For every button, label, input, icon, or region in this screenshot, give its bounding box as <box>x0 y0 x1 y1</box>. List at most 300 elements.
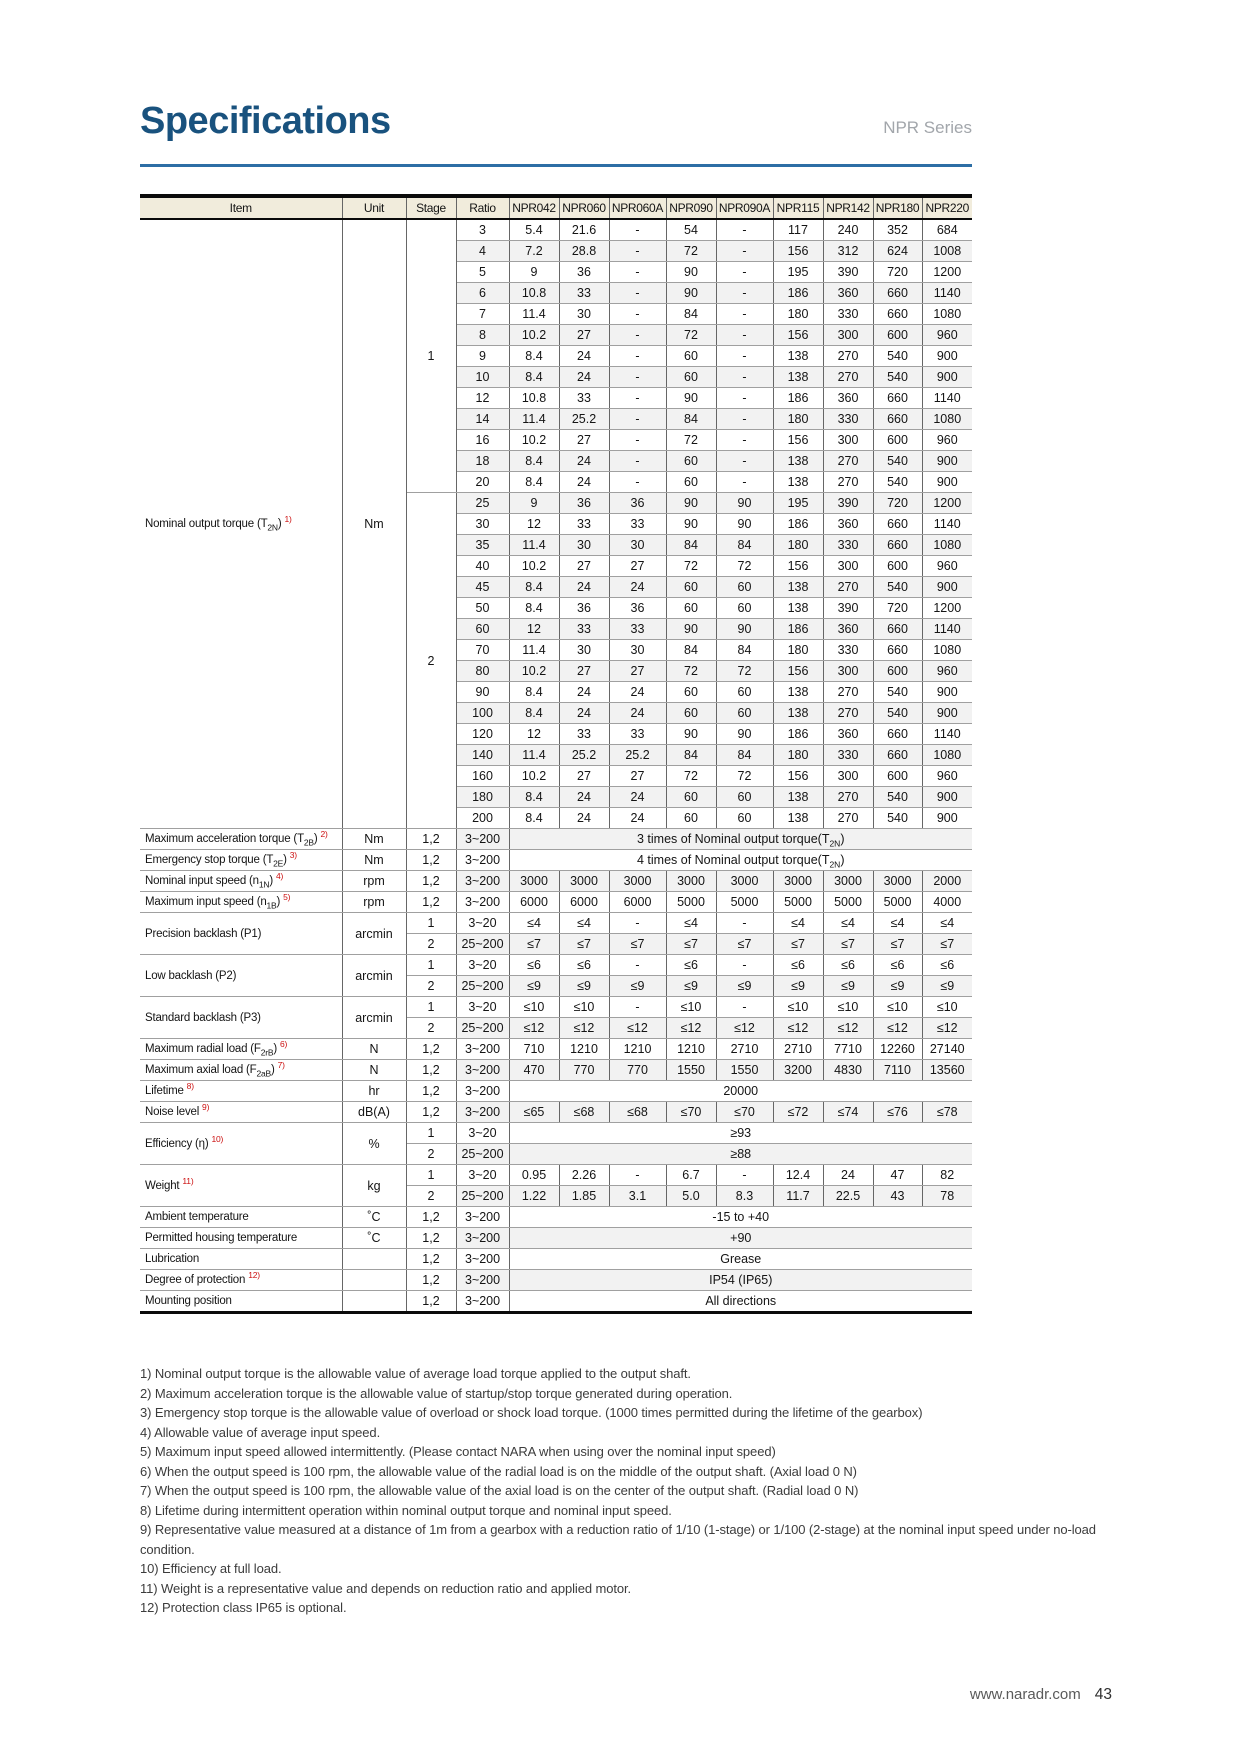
value-cell: 84 <box>666 304 716 325</box>
value-cell: 5000 <box>823 892 873 913</box>
value-cell: 900 <box>922 346 972 367</box>
table-row <box>140 1165 972 1186</box>
footnote: 12) Protection class IP65 is optional. <box>140 1600 347 1615</box>
value-cell: 540 <box>873 682 922 703</box>
stage-cell: 2 <box>406 1018 456 1039</box>
stage-cell: 1,2 <box>406 829 456 850</box>
value-cell: 10.2 <box>509 430 559 451</box>
value-cell: 24 <box>559 703 609 724</box>
ratio-cell: 3~200 <box>456 871 509 892</box>
value-cell: 138 <box>773 367 823 388</box>
value-cell: 90 <box>716 493 773 514</box>
value-cell: 5000 <box>716 892 773 913</box>
ratio-cell: 3~200 <box>456 1207 509 1228</box>
value-cell: 390 <box>823 262 873 283</box>
value-cell: 1080 <box>922 535 972 556</box>
merged-value-cell: Grease <box>509 1249 972 1270</box>
merged-value-cell: IP54 (IP65) <box>509 1270 972 1291</box>
value-cell: 84 <box>716 535 773 556</box>
value-cell: 33 <box>559 283 609 304</box>
value-cell: - <box>609 304 666 325</box>
ratio-cell: 3~20 <box>456 955 509 976</box>
value-cell: - <box>609 219 666 241</box>
column-header: Unit <box>342 196 406 219</box>
value-cell: 8.3 <box>716 1186 773 1207</box>
column-header: Ratio <box>456 196 509 219</box>
value-cell: ≤10 <box>773 997 823 1018</box>
value-cell: 180 <box>773 745 823 766</box>
unit-cell: % <box>342 1123 406 1165</box>
value-cell: 600 <box>873 556 922 577</box>
value-cell: 660 <box>873 388 922 409</box>
title-row <box>140 100 972 143</box>
value-cell: 180 <box>773 304 823 325</box>
value-cell: 960 <box>922 766 972 787</box>
column-header: Item <box>140 196 342 219</box>
value-cell: - <box>609 367 666 388</box>
unit-cell: arcmin <box>342 997 406 1039</box>
ratio-cell: 3~200 <box>456 1228 509 1249</box>
value-cell: 33 <box>609 724 666 745</box>
value-cell: 312 <box>823 241 873 262</box>
ratio-cell: 3~200 <box>456 1039 509 1060</box>
value-cell: 27 <box>609 661 666 682</box>
value-cell: 8.4 <box>509 367 559 388</box>
item-cell: Nominal output torque $(T_{2N})$ $^{1)}$ <box>140 219 342 829</box>
value-cell: - <box>716 451 773 472</box>
value-cell: 600 <box>873 325 922 346</box>
footnote: 11) Weight is a representative value and depends on reduction ratio and applied motor. <box>140 1580 632 1596</box>
value-cell: 82 <box>922 1165 972 1186</box>
value-cell: 6000 <box>509 892 559 913</box>
merged-value-cell: -15 to +40 <box>509 1207 972 1228</box>
column-header: NPR180 <box>873 196 922 219</box>
value-cell: 138 <box>773 451 823 472</box>
value-cell: 72 <box>716 556 773 577</box>
value-cell: 72 <box>716 766 773 787</box>
value-cell: 7.2 <box>509 241 559 262</box>
value-cell: ≤70 <box>716 1102 773 1123</box>
stage-cell: 1 <box>406 1165 456 1186</box>
value-cell: ≤10 <box>823 997 873 1018</box>
value-cell: 90 <box>666 283 716 304</box>
stage-cell: 1 <box>406 1123 456 1144</box>
column-header: NPR090A <box>716 196 773 219</box>
value-cell: 660 <box>873 514 922 535</box>
value-cell: 900 <box>922 787 972 808</box>
value-cell: ≤68 <box>609 1102 666 1123</box>
value-cell: 186 <box>773 283 823 304</box>
ratio-cell: 3~200 <box>456 1291 509 1313</box>
value-cell: 156 <box>773 430 823 451</box>
value-cell: 36 <box>559 262 609 283</box>
value-cell: ≤7 <box>509 934 559 955</box>
value-cell: ≤9 <box>509 976 559 997</box>
ratio-cell: 40 <box>456 556 509 577</box>
value-cell: 660 <box>873 535 922 556</box>
value-cell: 270 <box>823 577 873 598</box>
value-cell: ≤12 <box>716 1018 773 1039</box>
value-cell: 84 <box>666 535 716 556</box>
table-row <box>140 1123 972 1144</box>
value-cell: 25.2 <box>559 409 609 430</box>
value-cell: 660 <box>873 640 922 661</box>
value-cell: 12 <box>509 619 559 640</box>
value-cell: 900 <box>922 682 972 703</box>
value-cell: 138 <box>773 472 823 493</box>
value-cell: 24 <box>609 703 666 724</box>
value-cell: - <box>609 451 666 472</box>
value-cell: 3000 <box>609 871 666 892</box>
ratio-cell: 8 <box>456 325 509 346</box>
ratio-cell: 18 <box>456 451 509 472</box>
item-cell: Degree of protection $^{12)}$ <box>140 1270 342 1291</box>
value-cell: ≤4 <box>559 913 609 934</box>
value-cell: - <box>716 430 773 451</box>
value-cell: 11.4 <box>509 535 559 556</box>
title-rule <box>140 164 972 167</box>
value-cell: 156 <box>773 241 823 262</box>
value-cell: ≤7 <box>873 934 922 955</box>
item-cell: Ambient temperature <box>140 1207 342 1228</box>
value-cell: ≤7 <box>773 934 823 955</box>
value-cell: 60 <box>666 682 716 703</box>
value-cell: 138 <box>773 577 823 598</box>
value-cell: 24 <box>559 787 609 808</box>
value-cell: 24 <box>609 682 666 703</box>
value-cell: 270 <box>823 703 873 724</box>
value-cell: 138 <box>773 808 823 829</box>
table-row <box>140 219 972 241</box>
value-cell: 21.6 <box>559 219 609 241</box>
unit-cell <box>342 1291 406 1313</box>
footer-page-number: 43 <box>1094 1686 1112 1703</box>
value-cell: 72 <box>716 661 773 682</box>
value-cell: 90 <box>666 724 716 745</box>
stage-cell: 1,2 <box>406 1207 456 1228</box>
value-cell: - <box>609 997 666 1018</box>
value-cell: 84 <box>716 745 773 766</box>
footnotes <box>140 1364 1115 1618</box>
table-row <box>140 1270 972 1291</box>
item-cell: Maximum input speed $(n_{1B})$ $^{5)}$ <box>140 892 342 913</box>
value-cell: 11.4 <box>509 640 559 661</box>
stage-cell: 1,2 <box>406 892 456 913</box>
value-cell: 8.4 <box>509 703 559 724</box>
value-cell: 60 <box>716 577 773 598</box>
value-cell: 90 <box>716 514 773 535</box>
value-cell: 960 <box>922 556 972 577</box>
value-cell: 300 <box>823 430 873 451</box>
value-cell: 5.0 <box>666 1186 716 1207</box>
table-row <box>140 1081 972 1102</box>
unit-cell: N <box>342 1039 406 1060</box>
table-row <box>140 892 972 913</box>
stage-cell: 1,2 <box>406 1081 456 1102</box>
value-cell: 60 <box>666 472 716 493</box>
stage-cell: 1,2 <box>406 850 456 871</box>
stage-cell: 1 <box>406 997 456 1018</box>
value-cell: - <box>716 304 773 325</box>
value-cell: ≤6 <box>666 955 716 976</box>
unit-cell: rpm <box>342 892 406 913</box>
value-cell: - <box>609 262 666 283</box>
ratio-cell: 100 <box>456 703 509 724</box>
merged-value-cell: All directions <box>509 1291 972 1313</box>
value-cell: 72 <box>666 430 716 451</box>
unit-cell <box>342 1249 406 1270</box>
value-cell: - <box>716 997 773 1018</box>
value-cell: 90 <box>666 619 716 640</box>
value-cell: ≤6 <box>823 955 873 976</box>
table-row <box>140 1228 972 1249</box>
ratio-cell: 140 <box>456 745 509 766</box>
value-cell: 33 <box>609 514 666 535</box>
value-cell: 27 <box>609 556 666 577</box>
value-cell: ≤9 <box>666 976 716 997</box>
unit-cell: Nm <box>342 850 406 871</box>
value-cell: ≤7 <box>559 934 609 955</box>
value-cell: 2000 <box>922 871 972 892</box>
value-cell: 12260 <box>873 1039 922 1060</box>
value-cell: 710 <box>509 1039 559 1060</box>
ratio-cell: 160 <box>456 766 509 787</box>
table-row <box>140 1060 972 1081</box>
stage-cell: 1,2 <box>406 871 456 892</box>
value-cell: 960 <box>922 430 972 451</box>
value-cell: ≤4 <box>823 913 873 934</box>
value-cell: 36 <box>559 598 609 619</box>
value-cell: 24 <box>609 577 666 598</box>
ratio-cell: 14 <box>456 409 509 430</box>
table-header <box>140 196 972 219</box>
value-cell: - <box>716 325 773 346</box>
ratio-cell: 200 <box>456 808 509 829</box>
series-label: NPR Series <box>883 118 972 137</box>
value-cell: 27 <box>559 430 609 451</box>
value-cell: 84 <box>666 409 716 430</box>
value-cell: 540 <box>873 787 922 808</box>
column-header: NPR115 <box>773 196 823 219</box>
unit-cell: Nm <box>342 219 406 829</box>
value-cell: ≤9 <box>773 976 823 997</box>
value-cell: 2.26 <box>559 1165 609 1186</box>
value-cell: 60 <box>666 451 716 472</box>
footnote: 6) When the output speed is 100 rpm, the allowable value of the radial load is on the middle of the output shaft. (Axial load 0 N) <box>140 1463 857 1479</box>
value-cell: 6000 <box>609 892 666 913</box>
value-cell: - <box>716 367 773 388</box>
stage-cell: 1,2 <box>406 1102 456 1123</box>
value-cell: 180 <box>773 640 823 661</box>
value-cell: 1140 <box>922 724 972 745</box>
ratio-cell: 3~20 <box>456 1165 509 1186</box>
value-cell: - <box>609 241 666 262</box>
value-cell: ≤12 <box>873 1018 922 1039</box>
value-cell: 660 <box>873 724 922 745</box>
value-cell: 180 <box>773 409 823 430</box>
value-cell: 84 <box>716 640 773 661</box>
value-cell: ≤9 <box>716 976 773 997</box>
value-cell: 1200 <box>922 598 972 619</box>
ratio-cell: 25~200 <box>456 1018 509 1039</box>
value-cell: 660 <box>873 619 922 640</box>
ratio-cell: 80 <box>456 661 509 682</box>
value-cell: 10.2 <box>509 661 559 682</box>
value-cell: 5000 <box>773 892 823 913</box>
value-cell: 900 <box>922 451 972 472</box>
value-cell: 1550 <box>716 1060 773 1081</box>
column-header: Stage <box>406 196 456 219</box>
ratio-cell: 25~200 <box>456 1144 509 1165</box>
value-cell: 11.4 <box>509 745 559 766</box>
value-cell: 138 <box>773 598 823 619</box>
value-cell: 195 <box>773 493 823 514</box>
value-cell: 1080 <box>922 640 972 661</box>
value-cell: 186 <box>773 619 823 640</box>
value-cell: 1080 <box>922 409 972 430</box>
value-cell: 1.22 <box>509 1186 559 1207</box>
unit-cell: ˚C <box>342 1228 406 1249</box>
value-cell: 186 <box>773 388 823 409</box>
value-cell: 2710 <box>716 1039 773 1060</box>
stage-cell: 1 <box>406 913 456 934</box>
value-cell: 7110 <box>873 1060 922 1081</box>
ratio-cell: 3~200 <box>456 829 509 850</box>
value-cell: 360 <box>823 283 873 304</box>
value-cell: 90 <box>666 262 716 283</box>
value-cell: ≤9 <box>823 976 873 997</box>
ratio-cell: 3~200 <box>456 1081 509 1102</box>
value-cell: 540 <box>873 451 922 472</box>
value-cell: 8.4 <box>509 451 559 472</box>
value-cell: ≤12 <box>922 1018 972 1039</box>
unit-cell: dB(A) <box>342 1102 406 1123</box>
value-cell: 770 <box>609 1060 666 1081</box>
value-cell: ≤12 <box>559 1018 609 1039</box>
value-cell: 60 <box>716 703 773 724</box>
ratio-cell: 16 <box>456 430 509 451</box>
value-cell: 1200 <box>922 493 972 514</box>
value-cell: 270 <box>823 367 873 388</box>
ratio-cell: 3~20 <box>456 997 509 1018</box>
stage-cell: 1 <box>406 219 456 493</box>
value-cell: 156 <box>773 325 823 346</box>
value-cell: 900 <box>922 472 972 493</box>
value-cell: 1550 <box>666 1060 716 1081</box>
ratio-cell: 25 <box>456 493 509 514</box>
table-row <box>140 913 972 934</box>
value-cell: ≤4 <box>773 913 823 934</box>
footnote: 8) Lifetime during intermittent operation within nominal output torque and nominal input speed. <box>140 1502 672 1518</box>
value-cell: 27 <box>559 766 609 787</box>
merged-value-cell: 3 times of Nominal output $torque(T_{2N})$ <box>509 829 972 850</box>
ratio-cell: 120 <box>456 724 509 745</box>
value-cell: 195 <box>773 262 823 283</box>
stage-cell: 1,2 <box>406 1249 456 1270</box>
value-cell: 33 <box>559 514 609 535</box>
value-cell: - <box>609 955 666 976</box>
ratio-cell: 25~200 <box>456 934 509 955</box>
value-cell: ≤6 <box>922 955 972 976</box>
value-cell: 30 <box>609 535 666 556</box>
value-cell: 1080 <box>922 304 972 325</box>
value-cell: 11.4 <box>509 304 559 325</box>
value-cell: 30 <box>559 304 609 325</box>
value-cell: 684 <box>922 219 972 241</box>
value-cell: 470 <box>509 1060 559 1081</box>
value-cell: 1008 <box>922 241 972 262</box>
value-cell: ≤12 <box>509 1018 559 1039</box>
value-cell: 72 <box>666 766 716 787</box>
table-row <box>140 1102 972 1123</box>
value-cell: 270 <box>823 346 873 367</box>
value-cell: 90 <box>666 514 716 535</box>
footnote: 9) Representative value measured at a distance of 1m from a gearbox with a reduction ratio of 1/10 (1-stage) or 1/100 (2-stage) at the nominal input speed under no-load condition. <box>140 1522 1096 1557</box>
value-cell: 27 <box>559 556 609 577</box>
value-cell: 600 <box>873 430 922 451</box>
item-cell: Permitted housing temperature <box>140 1228 342 1249</box>
unit-cell: rpm <box>342 871 406 892</box>
value-cell: 270 <box>823 808 873 829</box>
value-cell: 60 <box>716 682 773 703</box>
ratio-cell: 10 <box>456 367 509 388</box>
value-cell: 84 <box>666 745 716 766</box>
unit-cell: arcmin <box>342 955 406 997</box>
table-row <box>140 871 972 892</box>
value-cell: 25.2 <box>609 745 666 766</box>
value-cell: 600 <box>873 661 922 682</box>
value-cell: 13560 <box>922 1060 972 1081</box>
value-cell: ≤12 <box>609 1018 666 1039</box>
footnote: 2) Maximum acceleration torque is the allowable value of startup/stop torque generated during operation. <box>140 1385 733 1401</box>
value-cell: 156 <box>773 766 823 787</box>
page-content <box>140 100 1096 1618</box>
value-cell: ≤72 <box>773 1102 823 1123</box>
value-cell: 22.5 <box>823 1186 873 1207</box>
value-cell: 352 <box>873 219 922 241</box>
ratio-cell: 3~20 <box>456 913 509 934</box>
value-cell: - <box>716 346 773 367</box>
value-cell: 186 <box>773 514 823 535</box>
value-cell: 3000 <box>873 871 922 892</box>
value-cell: 660 <box>873 304 922 325</box>
ratio-cell: 9 <box>456 346 509 367</box>
item-cell: Maximum acceleration torque $(T_{2B})$ $^{2)}$ <box>140 829 342 850</box>
value-cell: ≤6 <box>873 955 922 976</box>
value-cell: 84 <box>666 640 716 661</box>
value-cell: 660 <box>873 745 922 766</box>
value-cell: 4000 <box>922 892 972 913</box>
value-cell: 24 <box>559 367 609 388</box>
ratio-cell: 3~200 <box>456 850 509 871</box>
value-cell: 300 <box>823 766 873 787</box>
value-cell: 300 <box>823 556 873 577</box>
value-cell: ≤9 <box>873 976 922 997</box>
unit-cell: hr <box>342 1081 406 1102</box>
item-cell: Emergency stop torque $(T_{2E})$ $^{3)}$ <box>140 850 342 871</box>
item-cell: Low backlash (P2) <box>140 955 342 997</box>
column-header: NPR060A <box>609 196 666 219</box>
value-cell: - <box>609 388 666 409</box>
ratio-cell: 20 <box>456 472 509 493</box>
value-cell: - <box>716 913 773 934</box>
footnote: 7) When the output speed is 100 rpm, the allowable value of the axial load is on the center of the output shaft. (Radial load 0 N) <box>140 1483 859 1498</box>
ratio-cell: 70 <box>456 640 509 661</box>
value-cell: 270 <box>823 472 873 493</box>
value-cell: ≤68 <box>559 1102 609 1123</box>
stage-cell: 2 <box>406 493 456 829</box>
column-header: NPR090 <box>666 196 716 219</box>
